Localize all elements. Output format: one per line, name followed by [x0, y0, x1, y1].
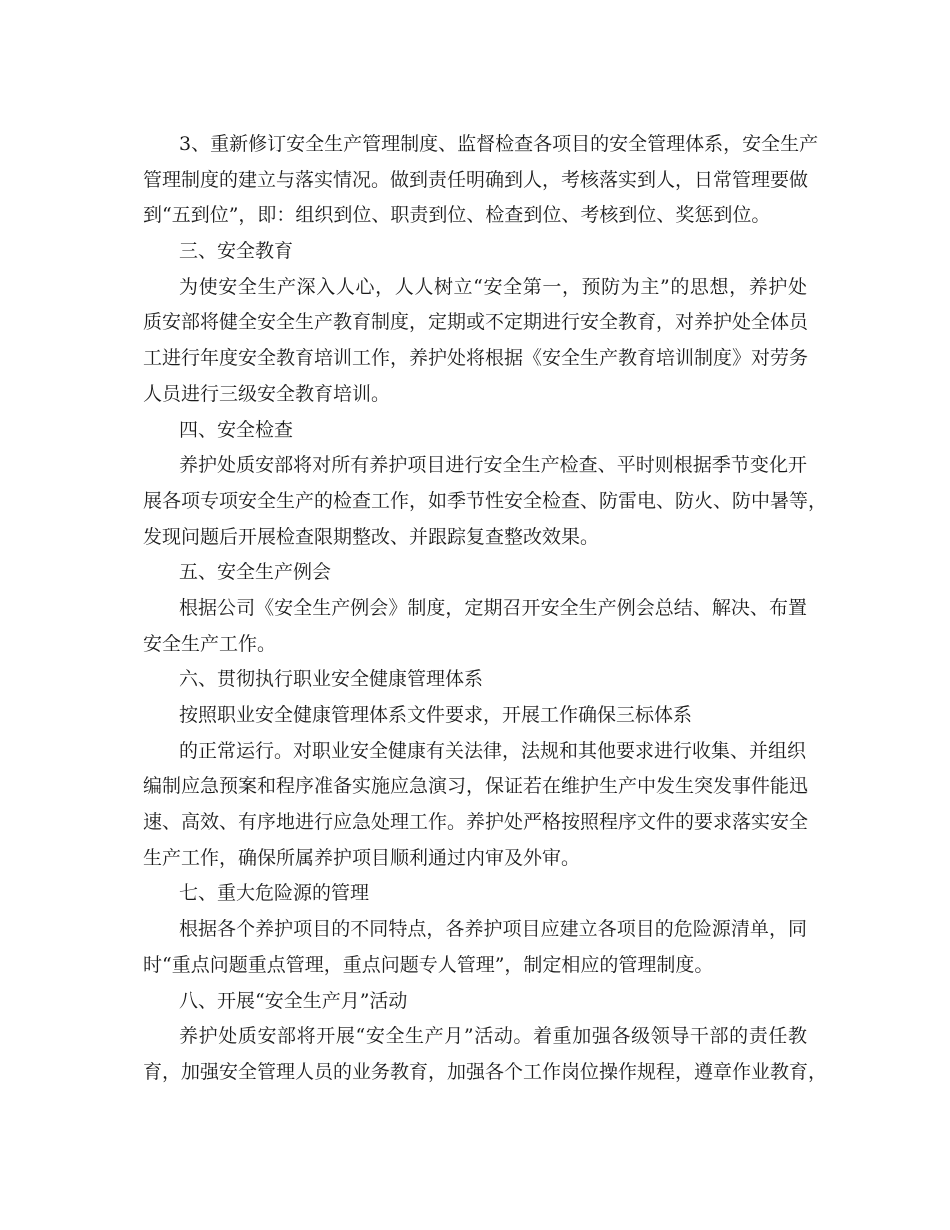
- paragraph-line: 育，加强安全管理人员的业务教育，加强各个工作岗位操作规程，遵章作业教育，: [143, 1060, 828, 1083]
- section-heading: 七、重大危险源的管理: [179, 882, 370, 905]
- paragraph-line: 时“重点问题重点管理，重点问题专人管理”，制定相应的管理制度。: [143, 953, 714, 976]
- paragraph-line: 根据公司《安全生产例会》制度，定期召开安全生产例会总结、解决、布置: [179, 596, 807, 619]
- paragraph-line: 3、重新修订安全生产管理制度、监督检查各项目的安全管理体系，安全生产: [179, 133, 819, 155]
- paragraph-line: 到“五到位”，即：组织到位、职责到位、检查到位、考核到位、奖惩到位。: [143, 204, 771, 227]
- paragraph-line: 管理制度的建立与落实情况。做到责任明确到人，考核落实到人，日常管理要做: [143, 168, 809, 191]
- document-body: [143, 127, 828, 1091]
- paragraph-line: 编制应急预案和程序准备实施应急演习，保证若在维护生产中发生突发事件能迅: [143, 775, 809, 798]
- paragraph-line: 生产工作，确保所属养护项目顺利通过内审及外审。: [143, 846, 581, 869]
- section-heading: 五、安全生产例会: [179, 561, 332, 584]
- paragraph-line: 根据各个养护项目的不同特点，各养护项目应建立各项目的危险源清单，同: [179, 918, 807, 941]
- paragraph-line: 人员进行三级安全教育培训。: [143, 382, 391, 405]
- section-heading: 三、安全教育: [179, 240, 294, 263]
- paragraph-line: 发现问题后开展检查限期整改、并跟踪复查整改效果。: [143, 525, 600, 548]
- paragraph-line: 安全生产工作。: [143, 632, 277, 655]
- paragraph-line: 按照职业安全健康管理体系文件要求，开展工作确保三标体系: [179, 704, 693, 726]
- section-heading: 六、贯彻执行职业安全健康管理体系: [179, 668, 484, 691]
- paragraph-line: 展各项专项安全生产的检查工作，如季节性安全检查、防雷电、防火、防中暑等，: [143, 489, 828, 512]
- paragraph-line: 质安部将健全安全生产教育制度，定期或不定期进行安全教育，对养护处全体员: [143, 311, 809, 334]
- section-heading: 八、开展“安全生产月”活动: [179, 989, 408, 1012]
- paragraph-line: 养护处质安部将开展“安全生产月”活动。着重加强各级领导干部的责任教: [179, 1025, 807, 1048]
- paragraph-line: 养护处质安部将对所有养护项目进行安全生产检查、平时则根据季节变化开: [179, 454, 807, 477]
- section-heading: 四、安全检查: [179, 418, 294, 441]
- paragraph-line: 工进行年度安全教育培训工作，养护处将根据《安全生产教育培训制度》对劳务: [143, 347, 809, 370]
- paragraph-line: 为使安全生产深入人心，人人树立“安全第一，预防为主”的思想，养护处: [179, 275, 807, 298]
- paragraph-line: 的正常运行。对职业安全健康有关法律，法规和其他要求进行收集、并组织: [179, 739, 807, 762]
- paragraph-line: 速、高效、有序地进行应急处理工作。养护处严格按照程序文件的要求落实安全: [143, 811, 809, 834]
